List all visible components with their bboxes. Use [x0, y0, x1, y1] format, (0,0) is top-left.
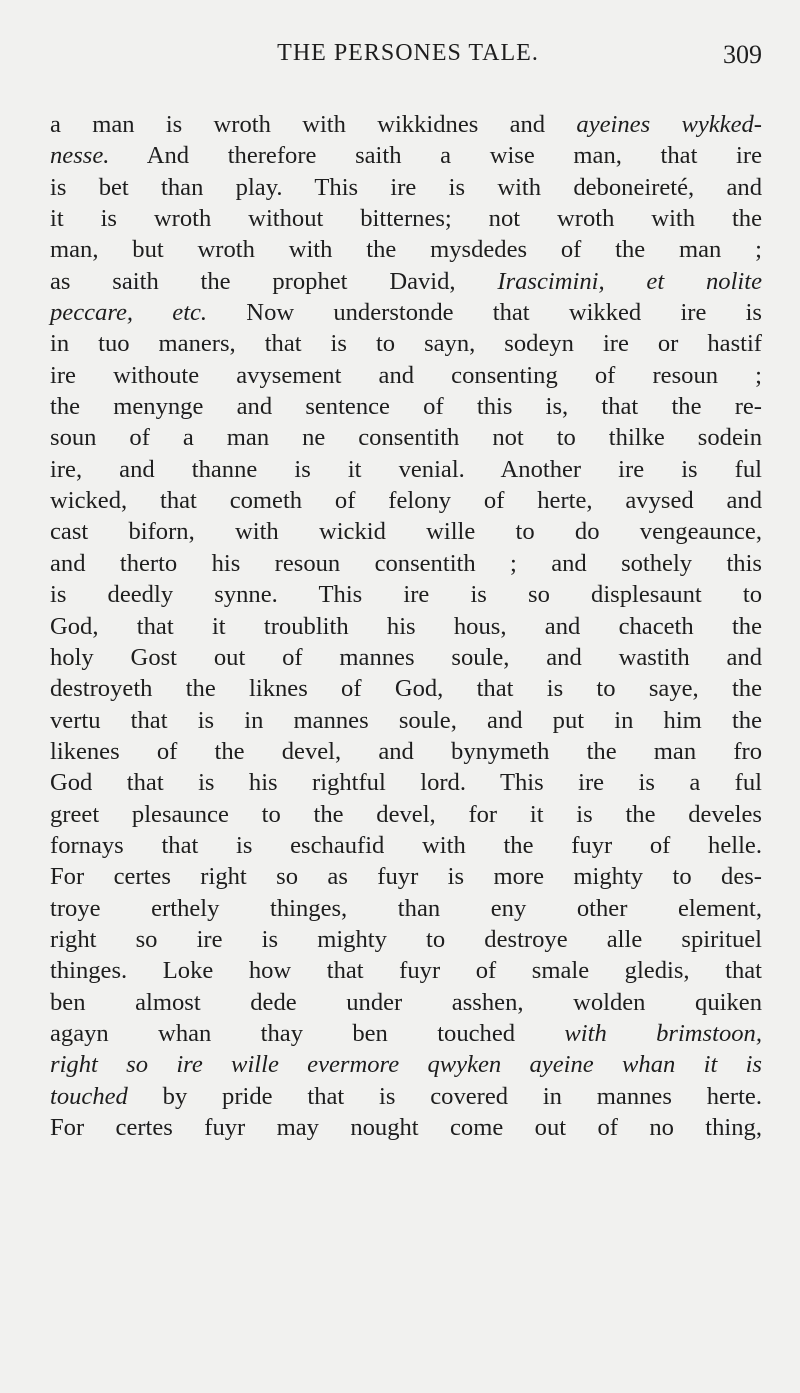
text-line: God, that it troublith his hous, and chaceth the	[50, 612, 762, 640]
text-line: For certes right so as fuyr is more mighty to des-	[50, 863, 762, 891]
page-number: 309	[723, 40, 762, 69]
running-head	[54, 40, 762, 80]
text-line: cast biforn, with wickid wille to do vengeaunce,	[50, 518, 762, 546]
text-line: right so ire is mighty to destroye alle spirituel	[50, 925, 762, 953]
text-line: nesse. And therefore saith a wise man, that ire	[50, 142, 762, 170]
text-line: troye erthely thinges, than eny other element,	[50, 894, 762, 922]
text-line: agayn whan thay ben touched with brimstoon,	[50, 1019, 762, 1047]
text-line: ben almost dede under asshen, wolden quiken	[50, 988, 762, 1016]
text-line: right so ire wille evermore qwyken ayeine whan it is	[50, 1051, 762, 1079]
text-line: man, but wroth with the mysdedes of the man ;	[50, 236, 762, 264]
text-line: holy Gost out of mannes soule, and wastith and	[50, 643, 762, 671]
body-text	[50, 109, 762, 1143]
text-line: soun of a man ne consentith not to thilke sodein	[50, 424, 762, 452]
text-line: it is wroth without bitternes; not wroth with the	[50, 205, 762, 233]
text-line: is bet than play. This ire is with deboneireté, and	[50, 173, 762, 201]
text-line: in tuo maners, that is to sayn, sodeyn ire or hastif	[50, 330, 762, 358]
text-line: ire withoute avysement and consenting of resoun ;	[50, 361, 762, 389]
text-line: peccare, etc. Now understonde that wikked ire is	[50, 299, 762, 327]
text-line: likenes of the devel, and bynymeth the man fro	[50, 737, 762, 765]
text-line: fornays that is eschaufid with the fuyr of helle.	[50, 831, 762, 859]
text-line: the menynge and sentence of this is, that the re-	[50, 393, 762, 421]
text-line: is deedly synne. This ire is so displesaunt to	[50, 581, 762, 609]
text-line: wicked, that cometh of felony of herte, avysed and	[50, 487, 762, 515]
running-title: THE PERSONES TALE.	[277, 40, 539, 66]
text-line: vertu that is in mannes soule, and put in him the	[50, 706, 762, 734]
text-line: God that is his rightful lord. This ire is a ful	[50, 769, 762, 797]
text-line: greet plesaunce to the devel, for it is the develes	[50, 800, 762, 828]
text-line: as saith the prophet David, Irascimini, et nolite	[50, 267, 762, 295]
text-line: For certes fuyr may nought come out of no thing,	[50, 1114, 762, 1141]
text-line: touched by pride that is covered in mannes herte.	[50, 1082, 762, 1110]
text-line: and therto his resoun consentith ; and sothely this	[50, 549, 762, 577]
text-line: thinges. Loke how that fuyr of smale gledis, that	[50, 957, 762, 985]
text-line: ire, and thanne is it venial. Another ire is ful	[50, 455, 762, 483]
text-line: destroyeth the liknes of God, that is to saye, the	[50, 675, 762, 703]
text-line: a man is wroth with wikkidnes and ayeines wykked-	[50, 111, 762, 138]
